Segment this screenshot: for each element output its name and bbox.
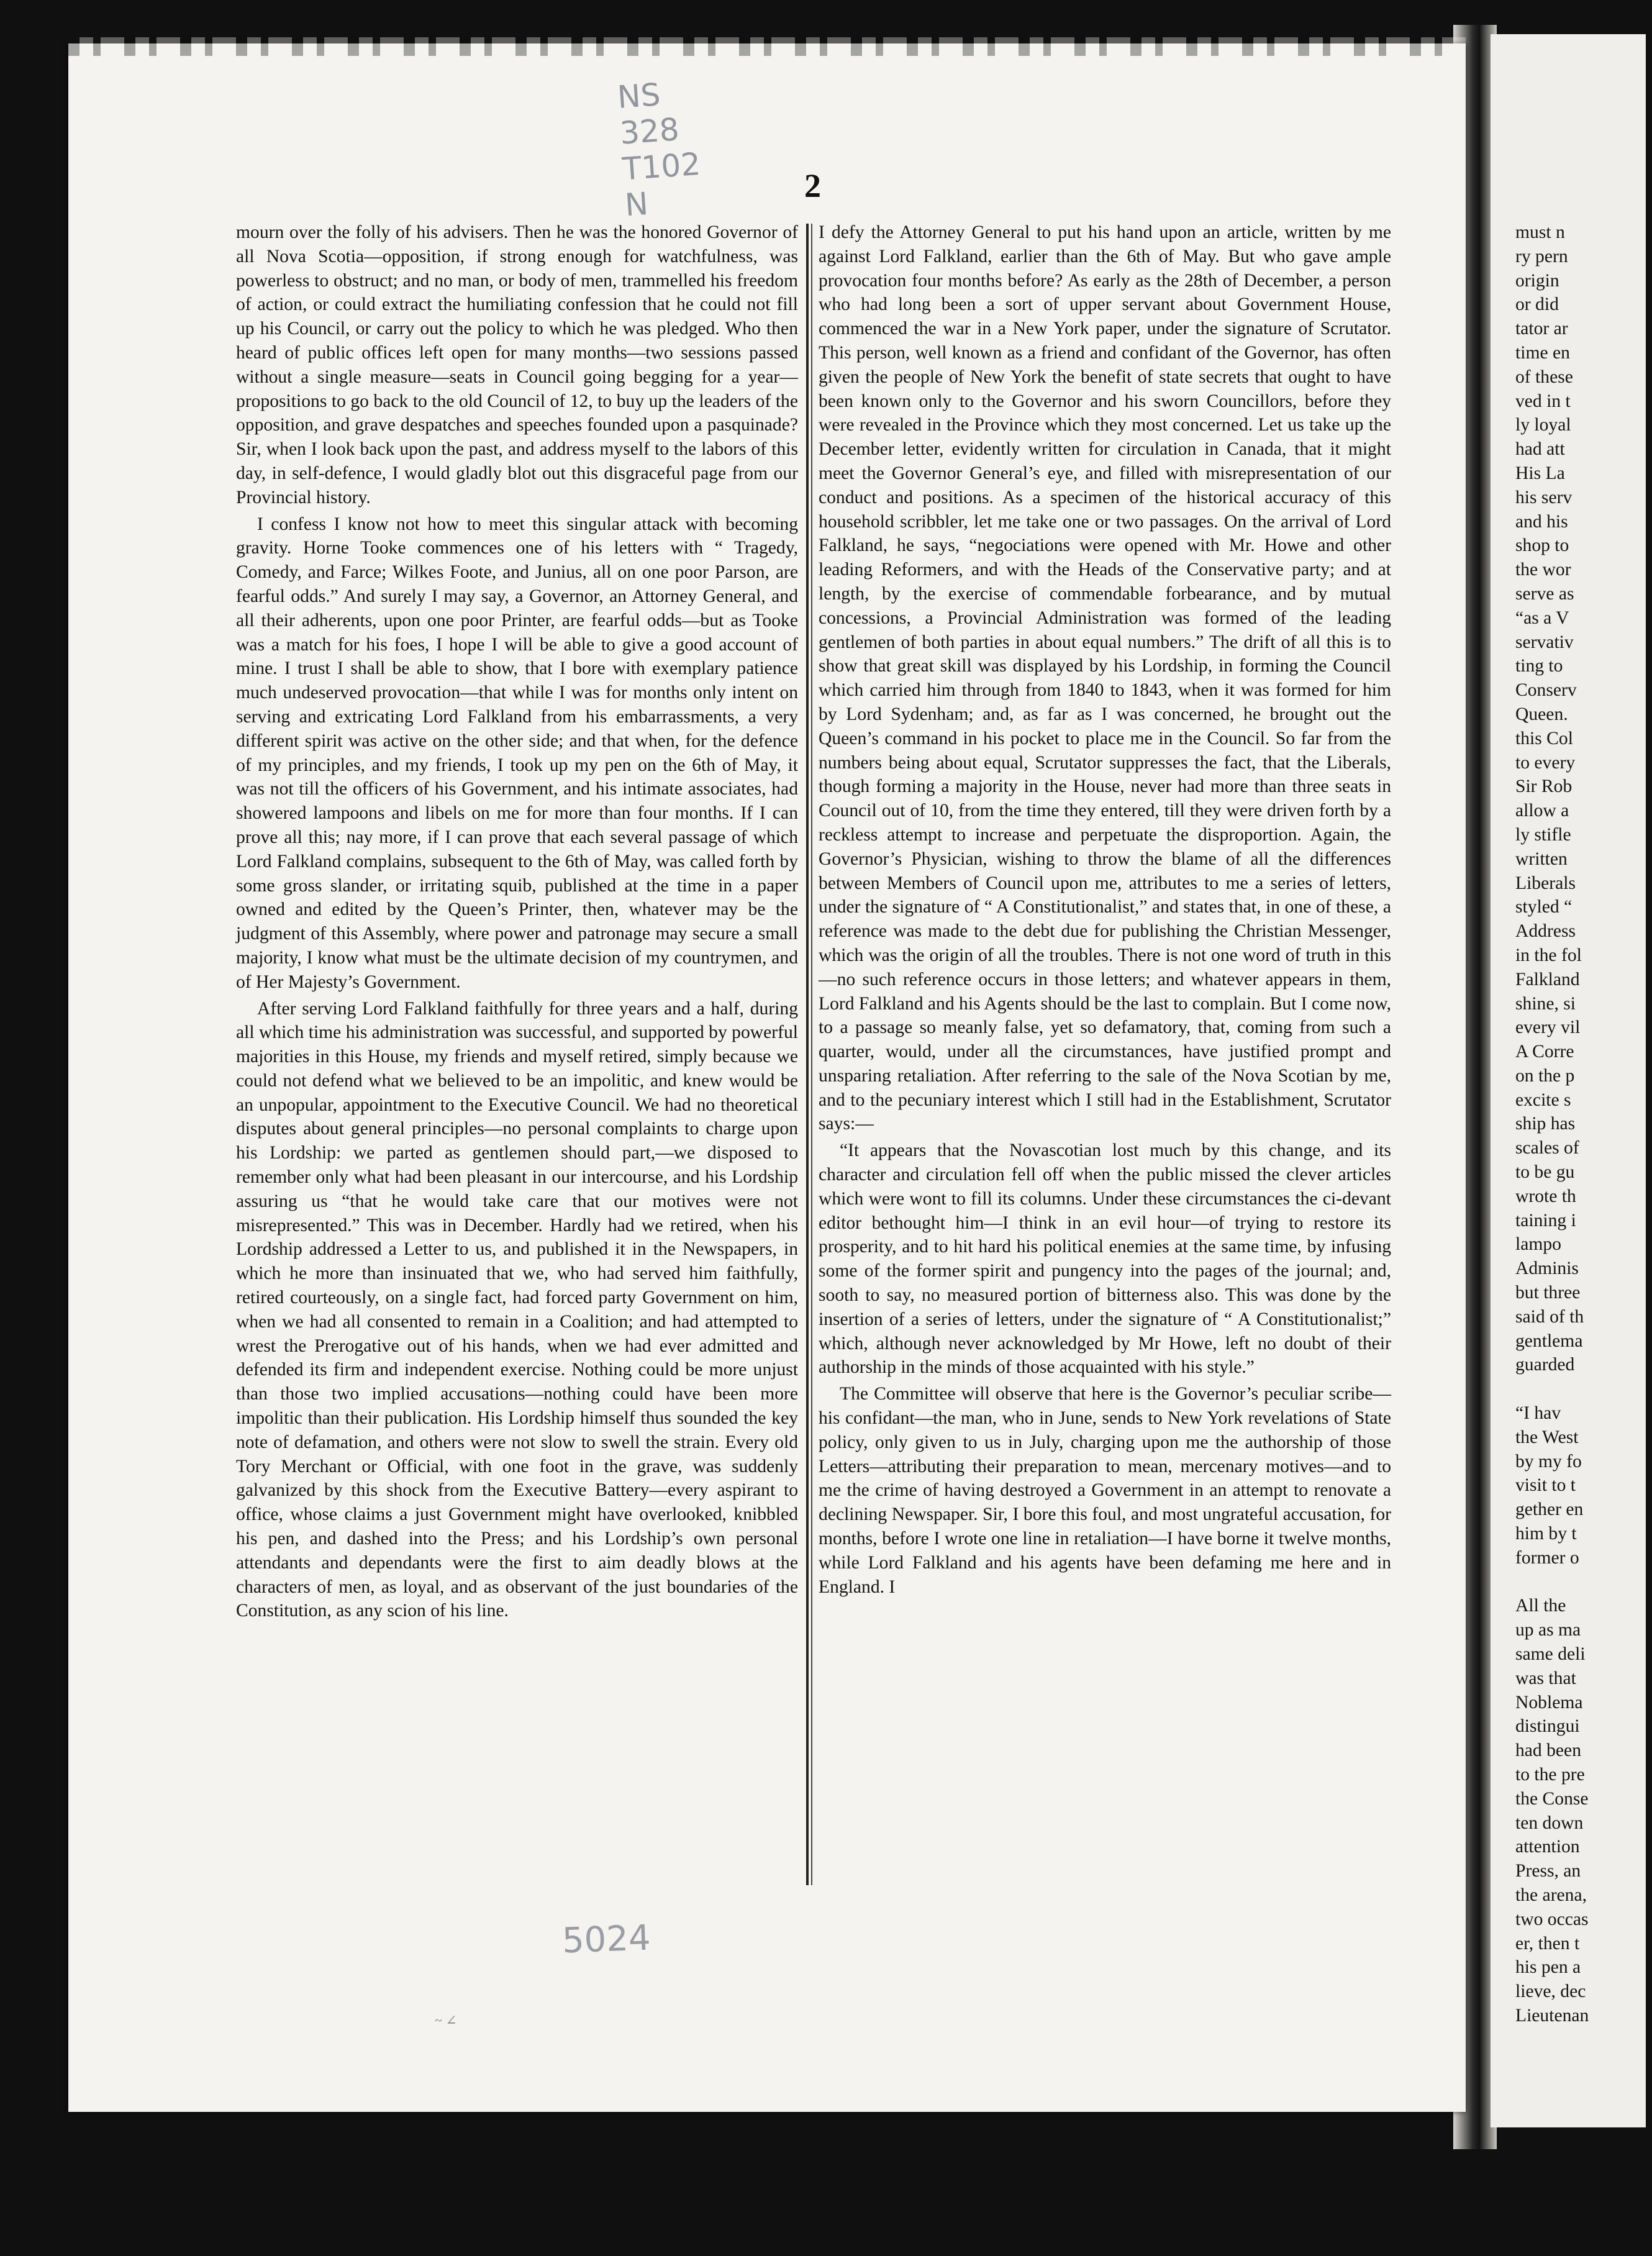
adjacent-page-line: in the fol [1515, 945, 1582, 965]
handwritten-call-number [616, 70, 763, 224]
page-number: 2 [804, 167, 821, 204]
adjacent-page-line: Adminis [1515, 1258, 1579, 1279]
torn-top-edge [68, 37, 1466, 56]
adjacent-page-line: was that [1515, 1668, 1576, 1688]
adjacent-page-line: said of th [1515, 1306, 1584, 1327]
adjacent-page-line: same deli [1515, 1644, 1586, 1665]
adjacent-page-line: ved in t [1515, 391, 1571, 411]
adjacent-page-line: time en [1515, 342, 1570, 363]
adjacent-page-line: shop to [1515, 535, 1569, 556]
adjacent-page-line: All the [1515, 1596, 1566, 1616]
adjacent-page-line: had att [1515, 439, 1565, 460]
adjacent-page-line: him by t [1515, 1524, 1577, 1544]
adjacent-page-line: Lieutenan [1515, 2005, 1589, 2026]
quoted-paragraph: “It appears that the Novascotian lost much by this change, and its character and circulation fell off when the public missed the clever articles which were wont to fill its columns. Under these circumstances the ci-devant editor bethought him—I think in an evil hour—of trying to restore its prosperity, and to hit hard his political enemies at the same time, by infusing some of the former spirit and pungency into the pages of the journal; and, sooth to say, no measured portion of bitterness also. This was done by the insertion of a series of letters, under the signature of “ A Constitutionalist;” which, although never acknowledged by Mr Howe, left no doubt of their authorship in the minds of those acquainted with his style.” [819, 1140, 1391, 1378]
adjacent-page-line: the West [1515, 1427, 1579, 1447]
adjacent-page-line: the Conse [1515, 1788, 1589, 1809]
adjacent-page-line: guarded [1515, 1355, 1575, 1375]
adjacent-page-line: ting to [1515, 656, 1563, 676]
adjacent-page-line: to every [1515, 752, 1576, 773]
adjacent-page-line: allow a [1515, 801, 1569, 821]
paragraph: mourn over the folly of his advisers. Then he was the honored Governor of all Nova Scotia—opposition, if strong enough for watchfulness, was powerless to obstruct; and no man, or body of men, trammelled his freedom of action, or could extract the humiliating confession that he could not fill up his Council, or carry out the policy to which he was pledged. Who then heard of public offices left open for many months—two sessions passed without a single measure—seats in Council going begging for a year—propositions to go back to the old Council of 12, to buy up the leaders of the opposition, and grave despatches and speeches founded upon a pasquinade? Sir, when I look back upon the past, and address myself to the labors of this day, in self-defence, I would gladly blot out this disgraceful page from our Provincial history. [236, 222, 798, 507]
adjacent-page-line: lampo [1515, 1234, 1561, 1255]
adjacent-page-line: and his [1515, 511, 1568, 532]
adjacent-page-line: his pen a [1515, 1957, 1581, 1978]
adjacent-page-line: scales of [1515, 1138, 1579, 1158]
adjacent-page-line: Conserv [1515, 680, 1577, 701]
adjacent-page-line: distingui [1515, 1716, 1580, 1737]
adjacent-page-line: Queen. [1515, 704, 1568, 724]
adjacent-page-line: up as ma [1515, 1620, 1581, 1640]
adjacent-page-line: attention [1515, 1837, 1580, 1857]
adjacent-page-line: wrote th [1515, 1186, 1576, 1206]
adjacent-page-line: on the p [1515, 1065, 1575, 1086]
paragraph: The Committee will observe that here is the Governor’s peculiar scribe—his confidant—the man, who in June, sends to New York revelations of State policy, only given to us in July, charging upon me the authorship of those Letters—attributing their preparation to mean, mercenary motives—and to me the crime of having destroyed a Government in an attempt to renovate a declining Newspaper. Sir, I bore this foul, and most ungrateful accusation, for months, before I wrote one line in retaliation—I have borne it twelve months, while Lord Falkland and his agents have been defaming me here and in England. I [819, 1384, 1391, 1597]
adjacent-page-line: styled “ [1515, 897, 1573, 917]
column-rule [811, 224, 812, 1885]
paragraph: After serving Lord Falkland faithfully for three years and a half, during all which time his administration was successful, and supported by powerful majorities in this House, my friends and myself retired, simply because we could not defend what we believed to be an impolitic, and knew would be an unpopular, appointment to the Executive Council. We had no theoretical disputes about general principles—no personal complaints to charge upon his Lordship: we parted as gentlemen should part,—we disposed to remember only what had been pleasant in our intercourse, and his Lordship assuring us “that he would take care that our motives were not misrepresented.” This was in December. Hardly had we retired, when his Lordship addressed a Letter to us, and published it in the Newspapers, in which he more than insinuated that we, who had served him faithfully, retired courteously, on a single fact, had forced party Government on him, when we had all consented to remain in a Coalition; and had attempted to wrest the Prerogative out of his hands, when we had ever admitted and defended its firm and independent exercise. Nothing could be more unjust than those two implied accusations—nothing could have been more impolitic than their publication. His Lordship himself thus sounded the key note of defamation, and others were not slow to swell the strain. Every old Tory Merchant or Official, with one foot in the grave, was suddenly galvanized by this shock from the Executive Battery—every aspirant to office, whose claims a just Government might have overlooked, knibbled his pen, and dashed into the Press; and his Lordship’s own personal attendants and dependants were the first to aim deadly blows at the characters of men, as loyal, and as observant of the just boundaries of the Constitution, as any scion of his line. [236, 998, 798, 1621]
handwritten-stamp-number: 5024 [561, 1917, 651, 1962]
adjacent-page-line: every vil [1515, 1017, 1581, 1038]
adjacent-page-line: ly stifle [1515, 824, 1571, 845]
adjacent-page-line: origin [1515, 270, 1559, 291]
adjacent-page-line: former o [1515, 1547, 1579, 1568]
adjacent-page-line: gentlema [1515, 1330, 1583, 1351]
adjacent-page-line: the arena, [1515, 1885, 1587, 1905]
adjacent-page-line: must n [1515, 222, 1565, 242]
adjacent-page-line: “as a V [1515, 607, 1569, 628]
adjacent-page-line: to be gu [1515, 1162, 1575, 1183]
handwriting-line: N [624, 185, 650, 224]
adjacent-page-line: lieve, dec [1515, 1981, 1586, 2002]
handwriting-line: NS [616, 76, 662, 116]
adjacent-page-line: written [1515, 848, 1568, 869]
adjacent-page-line: tator ar [1515, 319, 1568, 339]
adjacent-page-line: his serv [1515, 487, 1573, 507]
adjacent-page-line: to the pre [1515, 1765, 1585, 1785]
handwriting-line: T102 [621, 145, 702, 188]
adjacent-page-line: Liberals [1515, 873, 1576, 893]
adjacent-page-line: Press, an [1515, 1861, 1581, 1881]
adjacent-page-line: ten down [1515, 1813, 1584, 1833]
adjacent-page-line: but three [1515, 1283, 1581, 1303]
adjacent-page-line: shine, si [1515, 993, 1576, 1014]
adjacent-page-line: this Col [1515, 728, 1573, 748]
adjacent-page-line: A Corre [1515, 1042, 1574, 1062]
adjacent-page-line: taining i [1515, 1210, 1576, 1230]
adjacent-page-line: Falkland [1515, 969, 1580, 989]
handwriting-line: 328 [619, 111, 681, 152]
adjacent-page-line: servativ [1515, 632, 1574, 652]
column-rule [806, 224, 809, 1885]
adjacent-page-line: had been [1515, 1740, 1581, 1761]
adjacent-page-line: serve as [1515, 583, 1574, 604]
adjacent-page-line: Noblema [1515, 1692, 1583, 1712]
adjacent-page-gap [1515, 1570, 1652, 1594]
pencil-mark: ~ ∠ [435, 2013, 457, 2028]
adjacent-page-gap [1515, 1377, 1652, 1401]
adjacent-page-line: two occas [1515, 1909, 1589, 1929]
left-text-column [236, 221, 798, 1623]
adjacent-page-text [1515, 221, 1652, 2028]
adjacent-page-line: ly loyal [1515, 415, 1571, 435]
paragraph: I defy the Attorney General to put his hand upon an article, written by me against Lord Falkland, earlier than the 6th of May. But who gave ample provocation four months before? As early as the 28th of December, a person who had long been a sort of upper servant about Government House, commenced the war in a New York paper, under the signature of Scrutator. This person, well known as a friend and confidant of the Governor, has often given the people of New York the benefit of state secrets that ought to have been known only to the Governor and his sworn Councillors, before they were revealed in the Province which they most concerned. Let us take up the December letter, evidently written for circulation in Canada, that it might meet the Governor General’s eye, and filled with misrepresentation of our conduct and positions. As a specimen of the historical accuracy of this household scribbler, let me take one or two passages. On the arrival of Lord Falkland, he says, “negociations were opened with Mr. Howe and other leading Reformers, and with the Heads of the Conservative party; and at length, by the exercise of commendable forbearance, and by mutual concessions, a Provincial Administration was formed of the leading gentlemen of both parties in about equal numbers.” The drift of all this is to show that great skill was displayed by his Lordship, in forming the Council which carried him through from 1840 to 1843, when it was formed for him by Lord Sydenham; and, as far as I was concerned, he brought out the Queen’s command in his pocket to place me in the Council. So far from the numbers being about equal, Scrutator suppresses the fact, that the Liberals, though forming a majority in the House, never had more than three seats in Council out of 10, from the time they entered, till they were driven forth by a reckless attempt to increase and perpetuate the disproportion. Again, the Governor’s Physician, wishing to throw the blame of all the differences between Members of Council upon me, attributes to me a series of letters, under the signature of “ A Constitutionalist,” and states that, in one of these, a reference was made to the debt due for publishing the Christian Messenger, which was the origin of all the troubles. There is not one word of truth in this—no such reference occurs in those letters; and whatever appears in them, Lord Falkland and his Agents should be the last to complain. But I come now, to a passage so meanly false, yet so defamatory, that, coming from such a quarter, would, under all the circumstances, have justified prompt and unsparing retaliation. After referring to the sale of the Nova Scotian by me, and to the pecuniary interest which I still had in the Establishment, Scrutator says:— [819, 222, 1391, 1134]
adjacent-page-line: ship has [1515, 1114, 1576, 1134]
adjacent-page-line: ry pern [1515, 246, 1568, 266]
adjacent-page-line: visit to t [1515, 1475, 1576, 1496]
adjacent-page-line: gether en [1515, 1499, 1584, 1520]
adjacent-page-line: “I hav [1515, 1403, 1561, 1424]
adjacent-page-line: His La [1515, 463, 1565, 483]
adjacent-page-line: excite s [1515, 1089, 1571, 1110]
adjacent-page-line: of these [1515, 366, 1573, 387]
paragraph: I confess I know not how to meet this singular attack with becoming gravity. Horne Tooke commences one of his letters with “ Tragedy, Comedy, and Farce; Wilkes Foote, and Junius, all on one poor Parson, are fearful odds.” And surely I may say, a Governor, an Attorney General, and all their adherents, upon one poor Printer, are fearful odds—but as Tooke was a match for his foes, I hope I will be able to give a good account of mine. I trust I shall be able to show, that I bore with exemplary patience much undeserved provocation—that while I was for months only intent on serving and extricating Lord Falkland from his embarrassments, a very different spirit was active on the other side; and that when, for the defence of my principles, and my friends, I took up my pen on the 6th of May, it was not till the officers of his Government, and his intimate associates, had showered lampoons and libels on me for more than four months. If I can prove all this; nay more, if I can prove that each several passage of which Lord Falkland complains, subsequent to the 6th of May, was called forth by some gross slander, or irritating squib, published at the time in a paper owned and edited by the Queen’s Printer, then, whatever may be the judgment of this Assembly, where power and patronage may secure a small majority, I know what must be the ultimate decision of my countrymen, and of Her Majesty’s Government. [236, 514, 798, 992]
adjacent-page-line: or did [1515, 294, 1559, 315]
adjacent-page-line: Sir Rob [1515, 776, 1573, 797]
adjacent-page-line: by my fo [1515, 1451, 1582, 1471]
right-text-column [819, 221, 1391, 1599]
adjacent-page-line: the wor [1515, 560, 1571, 580]
adjacent-page-line: Address [1515, 921, 1576, 942]
adjacent-page-line: er, then t [1515, 1933, 1580, 1954]
